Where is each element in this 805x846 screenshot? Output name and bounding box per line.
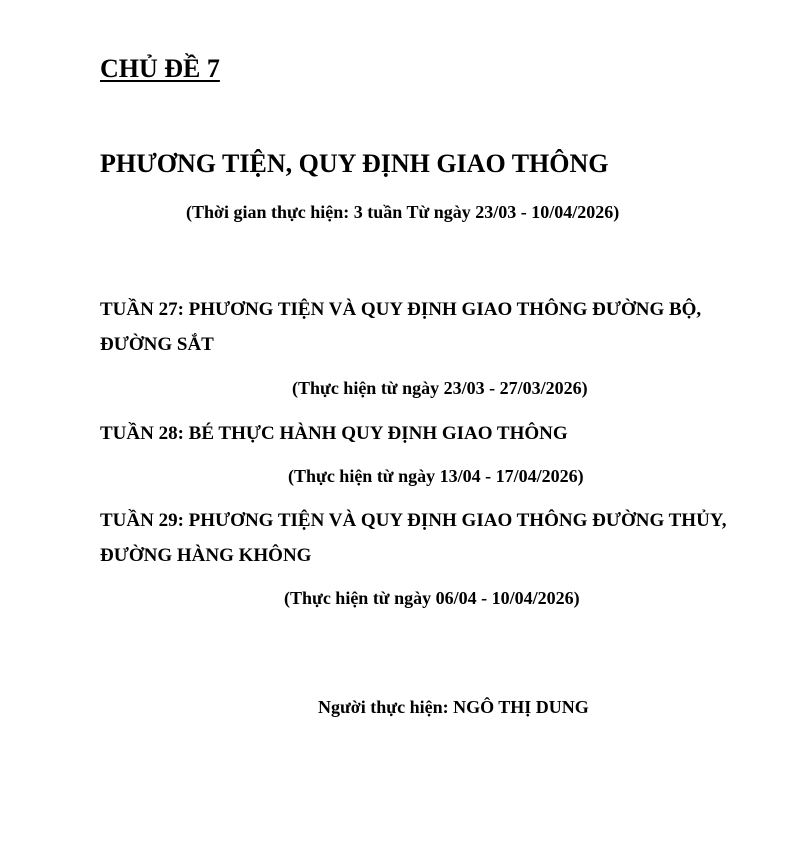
- topic-title: PHƯƠNG TIỆN, QUY ĐỊNH GIAO THÔNG: [100, 149, 609, 178]
- week-28-title: TUẦN 28: BÉ THỰC HÀNH QUY ĐỊNH GIAO THÔNG: [100, 423, 568, 444]
- author-line: Người thực hiện: NGÔ THỊ DUNG: [318, 697, 589, 717]
- week-27-title: TUẦN 27: PHƯƠNG TIỆN VÀ QUY ĐỊNH GIAO THÔNG ĐƯỜNG BỘ, ĐƯỜNG SẮT: [100, 299, 702, 355]
- week-29-title: TUẦN 29: PHƯƠNG TIỆN VÀ QUY ĐỊNH GIAO THÔNG ĐƯỜNG THỦY, ĐƯỜNG HÀNG KHÔNG: [100, 510, 727, 566]
- week-29-dates: (Thực hiện từ ngày 06/04 - 10/04/2026): [284, 588, 580, 608]
- topic-duration: (Thời gian thực hiện: 3 tuần Từ ngày 23/03 - 10/04/2026): [186, 202, 620, 222]
- week-27-dates: (Thực hiện từ ngày 23/03 - 27/03/2026): [292, 378, 588, 398]
- topic-heading: CHỦ ĐỀ 7: [100, 54, 220, 83]
- week-28-dates: (Thực hiện từ ngày 13/04 - 17/04/2026): [288, 466, 584, 486]
